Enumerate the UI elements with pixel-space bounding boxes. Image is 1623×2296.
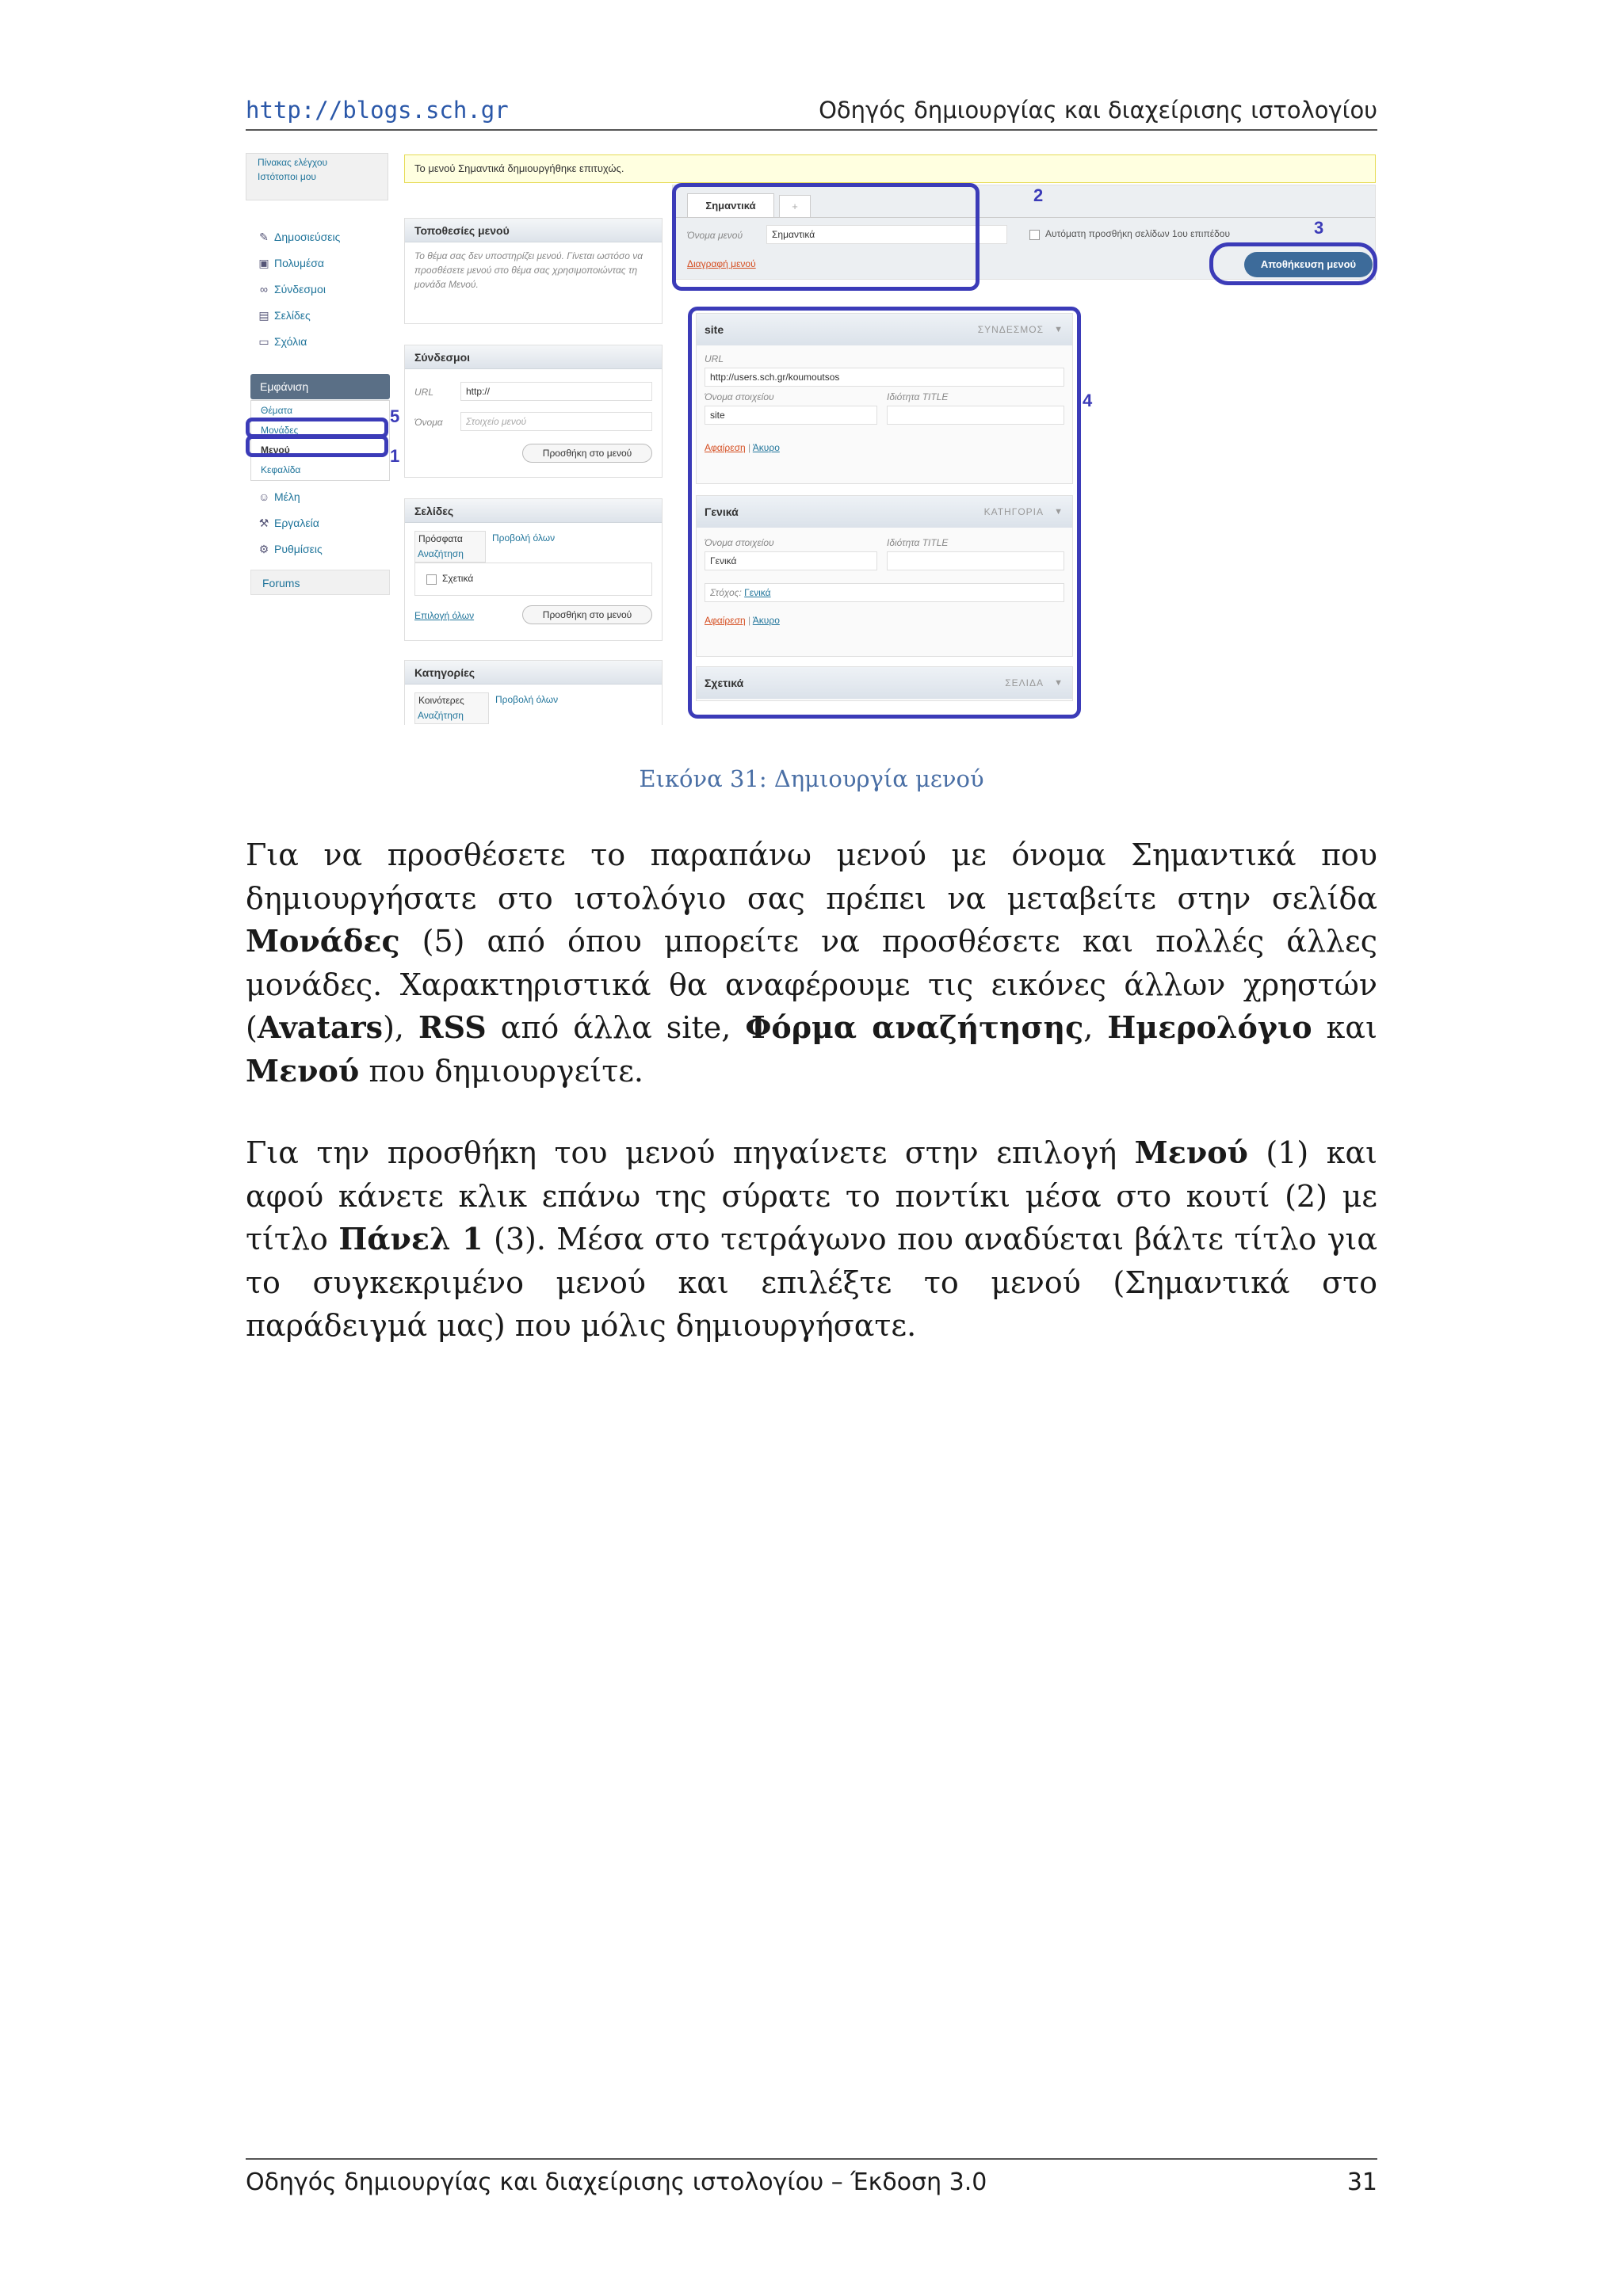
auto-add-checkbox[interactable] (1029, 230, 1040, 240)
cancel-item-link[interactable]: Άκυρο (752, 442, 780, 453)
page-checkbox[interactable] (426, 574, 437, 585)
marker-5: 5 (390, 406, 400, 426)
sidebar-item-comments[interactable] (246, 329, 388, 355)
cancel-item-link[interactable]: Άκυρο (752, 615, 780, 626)
sidebar-item-users[interactable] (246, 484, 388, 510)
item-title-label: Ιδιότητα TITLE (887, 537, 949, 548)
header-rule (246, 129, 1377, 131)
menu-locations-title: Τοποθεσίες μενού (405, 219, 662, 242)
save-menu-button[interactable]: Αποθήκευση μενού (1244, 252, 1373, 277)
header-link[interactable]: http://blogs.sch.gr (246, 97, 509, 124)
sidebar-menu-lower (246, 484, 388, 563)
sidebar-item-label: Σχόλια (274, 335, 307, 348)
menu-item-type: ΣΥΝΔΕΣΜΟΣ (977, 324, 1044, 335)
tab-view-all[interactable]: Προβολή όλων (492, 532, 556, 543)
marker-3: 3 (1314, 218, 1324, 238)
custom-links-box (404, 345, 663, 478)
page-checkbox-label: Σχετικά (442, 573, 474, 584)
custom-links-title: Σύνδεσμοι (405, 345, 662, 369)
menu-item-title: Σχετικά (705, 677, 744, 689)
url-label: URL (414, 387, 434, 398)
sidebar-item-links[interactable] (246, 277, 388, 303)
paragraph-2: Για την προσθήκη του μενού πηγαίνετε στην επιλογή Μενού (1) και αφού κάνετε κλικ επάνω της σύρατε το ποντίκι μέσα στο κουτί (2) με τίτλο Πάνελ 1 (3). Μέσα στο τετράγωνο που αναδύεται βάλτε τίτλο για το συγκεκριμένο μενού και επιλέξτε το μενού (Σημαντικά στο παράδειγμά μας) που μόλις δημιουργήσατε. (246, 1135, 1377, 1343)
footer-text: Οδηγός δημιουργίας και διαχείρισης ιστολογίου – Έκδοση 3.0 (246, 2168, 987, 2196)
item-nav-label: Όνομα στοιχείου (705, 391, 774, 402)
pages-box (404, 498, 663, 641)
item-nav-label: Όνομα στοιχείου (705, 537, 774, 548)
tab-categories-search[interactable]: Αναζήτηση (418, 710, 464, 721)
tab-add-menu[interactable]: + (779, 195, 811, 217)
sidebar-item-label: Εργαλεία (274, 517, 319, 529)
sidebar-item-label: Σύνδεσμοι (274, 283, 326, 296)
item-title-label: Ιδιότητα TITLE (887, 391, 949, 402)
forums-label: Forums (262, 577, 300, 589)
original-label: Στόχος: (710, 587, 742, 598)
select-all-link[interactable]: Επιλογή όλων (414, 610, 475, 621)
delete-menu-link[interactable]: Διαγραφή μενού (687, 258, 756, 269)
sidebar-item-forums[interactable] (250, 570, 390, 595)
appearance-label: Εμφάνιση (260, 380, 309, 393)
tab-recent-label: Πρόσφατα (418, 533, 463, 544)
sidebar-item-settings[interactable] (246, 536, 388, 563)
sidebar-item-label: Μέλη (274, 490, 300, 503)
submenu-header[interactable]: Κεφαλίδα (261, 464, 301, 475)
tab-most-used-label: Κοινότερες (418, 695, 464, 706)
submenu-menus[interactable]: Μενού (261, 444, 290, 456)
settings-icon: ⚙ (258, 543, 269, 555)
sidebar-top-links (246, 153, 388, 200)
remove-item-link[interactable]: Αφαίρεση (705, 442, 746, 453)
item-actions: Αφαίρεση | Άκυρο (705, 442, 780, 453)
categories-box (404, 660, 663, 725)
sidebar-item-label: Πολυμέσα (274, 257, 324, 269)
menu-name-label: Όνομα μενού (687, 230, 743, 241)
add-pages-button[interactable]: Προσθήκη στο μενού (522, 605, 652, 624)
header-title: Οδηγός δημιουργίας και διαχείρισης ιστολογίου (819, 97, 1377, 124)
menu-item-type: ΣΕΛΙΔΑ (1005, 677, 1044, 688)
page-number: 31 (1346, 2168, 1377, 2196)
link-name-input[interactable]: Στοιχείο μενού (460, 412, 652, 431)
categories-title: Κατηγορίες (405, 661, 662, 685)
menu-item-type: ΚΑΤΗΓΟΡΙΑ (983, 506, 1044, 517)
comment-icon: ▭ (258, 335, 269, 348)
name-label: Όνομα (414, 417, 443, 428)
sidebar-item-posts[interactable] (246, 224, 388, 250)
dashboard-link[interactable]: Πίνακας ελέγχου (258, 157, 328, 168)
chevron-down-icon[interactable]: ▼ (1054, 678, 1063, 688)
tab-menu-important[interactable]: Σημαντικά (687, 193, 774, 217)
url-input[interactable]: http:// (460, 382, 652, 401)
sidebar-menu (246, 224, 388, 355)
marker-2: 2 (1033, 185, 1044, 205)
sidebar-item-media[interactable] (246, 250, 388, 277)
submenu-themes[interactable]: Θέματα (261, 405, 293, 416)
sidebar-item-label: Σελίδες (274, 309, 311, 322)
page-icon: ▤ (258, 309, 269, 322)
menu-item-title: Γενικά (705, 505, 739, 518)
marker-1: 1 (390, 446, 400, 466)
item-url-input[interactable]: http://users.sch.gr/koumoutsos (705, 368, 1064, 387)
remove-item-link[interactable]: Αφαίρεση (705, 615, 746, 626)
highlight-box-2 (672, 183, 980, 291)
add-link-button[interactable]: Προσθήκη στο μενού (522, 444, 652, 463)
success-notice: Το μενού Σημαντικά δημιουργήθηκε επιτυχώς. (404, 154, 1376, 183)
menu-locations-text: Το θέμα σας δεν υποστηρίζει μενού. Γίνεται ωστόσο να προσθέσετε μενού στο θέμα σας χρησιμοποιώντας τη μονάδα Μενού. (414, 250, 643, 290)
highlight-box-1 (246, 435, 388, 457)
original-link[interactable]: Γενικά (744, 587, 771, 598)
highlight-box-4 (688, 307, 1081, 719)
item-nav-input[interactable]: site (705, 406, 877, 425)
my-sites-link[interactable]: Ιστότοποι μου (258, 171, 316, 182)
submenu-widgets[interactable]: Μονάδες (261, 425, 299, 436)
highlight-box-3 (1209, 242, 1377, 285)
paragraph-1: Για να προσθέσετε το παραπάνω μενού με όνομα Σημαντικά που δημιουργήσατε στο ιστολόγιο σας πρέπει να μεταβείτε στην σελίδα Μονάδες (5) από όπου μπορείτε να προσθέσετε και πολλές άλλες μονάδες. Χαρακτηριστικά θα αναφέρουμε τις εικόνες άλλων χρηστών (Avatars), RSS από άλλα site, Φόρμα αναζήτησης, Ημερολόγιο και Μενού που δημιουργείτε. (246, 837, 1377, 1089)
sidebar-item-label: Ρυθμίσεις (274, 543, 323, 555)
figure-screenshot (246, 153, 1377, 725)
sidebar-item-label: Δημοσιεύσεις (274, 231, 341, 243)
menu-item-title: site (705, 323, 724, 336)
sidebar-item-tools[interactable] (246, 510, 388, 536)
menu-locations-box (404, 218, 663, 324)
item-url-label: URL (705, 353, 724, 364)
sidebar-item-appearance[interactable] (250, 374, 390, 399)
pages-list (414, 563, 652, 596)
figure-caption: Εικόνα 31: Δημιουργία μενού (639, 765, 984, 792)
tools-icon: ⚒ (258, 517, 269, 529)
item-nav-input[interactable]: Γενικά (705, 551, 877, 570)
marker-4: 4 (1083, 391, 1093, 410)
users-icon: ☺ (258, 490, 270, 503)
chevron-down-icon[interactable]: ▼ (1054, 507, 1063, 517)
auto-add-label: Αυτόματη προσθήκη σελίδων 1ου επιπέδου (1045, 228, 1231, 239)
media-icon: ▣ (258, 257, 269, 269)
sidebar-item-pages[interactable] (246, 303, 388, 329)
footer-rule (246, 2158, 1377, 2160)
tab-search[interactable]: Αναζήτηση (418, 548, 464, 559)
menu-name-input[interactable]: Σημαντικά (766, 225, 1007, 244)
link-icon: ∞ (260, 283, 268, 296)
chevron-down-icon[interactable]: ▼ (1054, 325, 1063, 334)
pages-title: Σελίδες (405, 499, 662, 523)
pin-icon: ✎ (259, 231, 269, 243)
item-actions: Αφαίρεση | Άκυρο (705, 615, 780, 626)
tab-categories-view-all[interactable]: Προβολή όλων (495, 694, 559, 705)
